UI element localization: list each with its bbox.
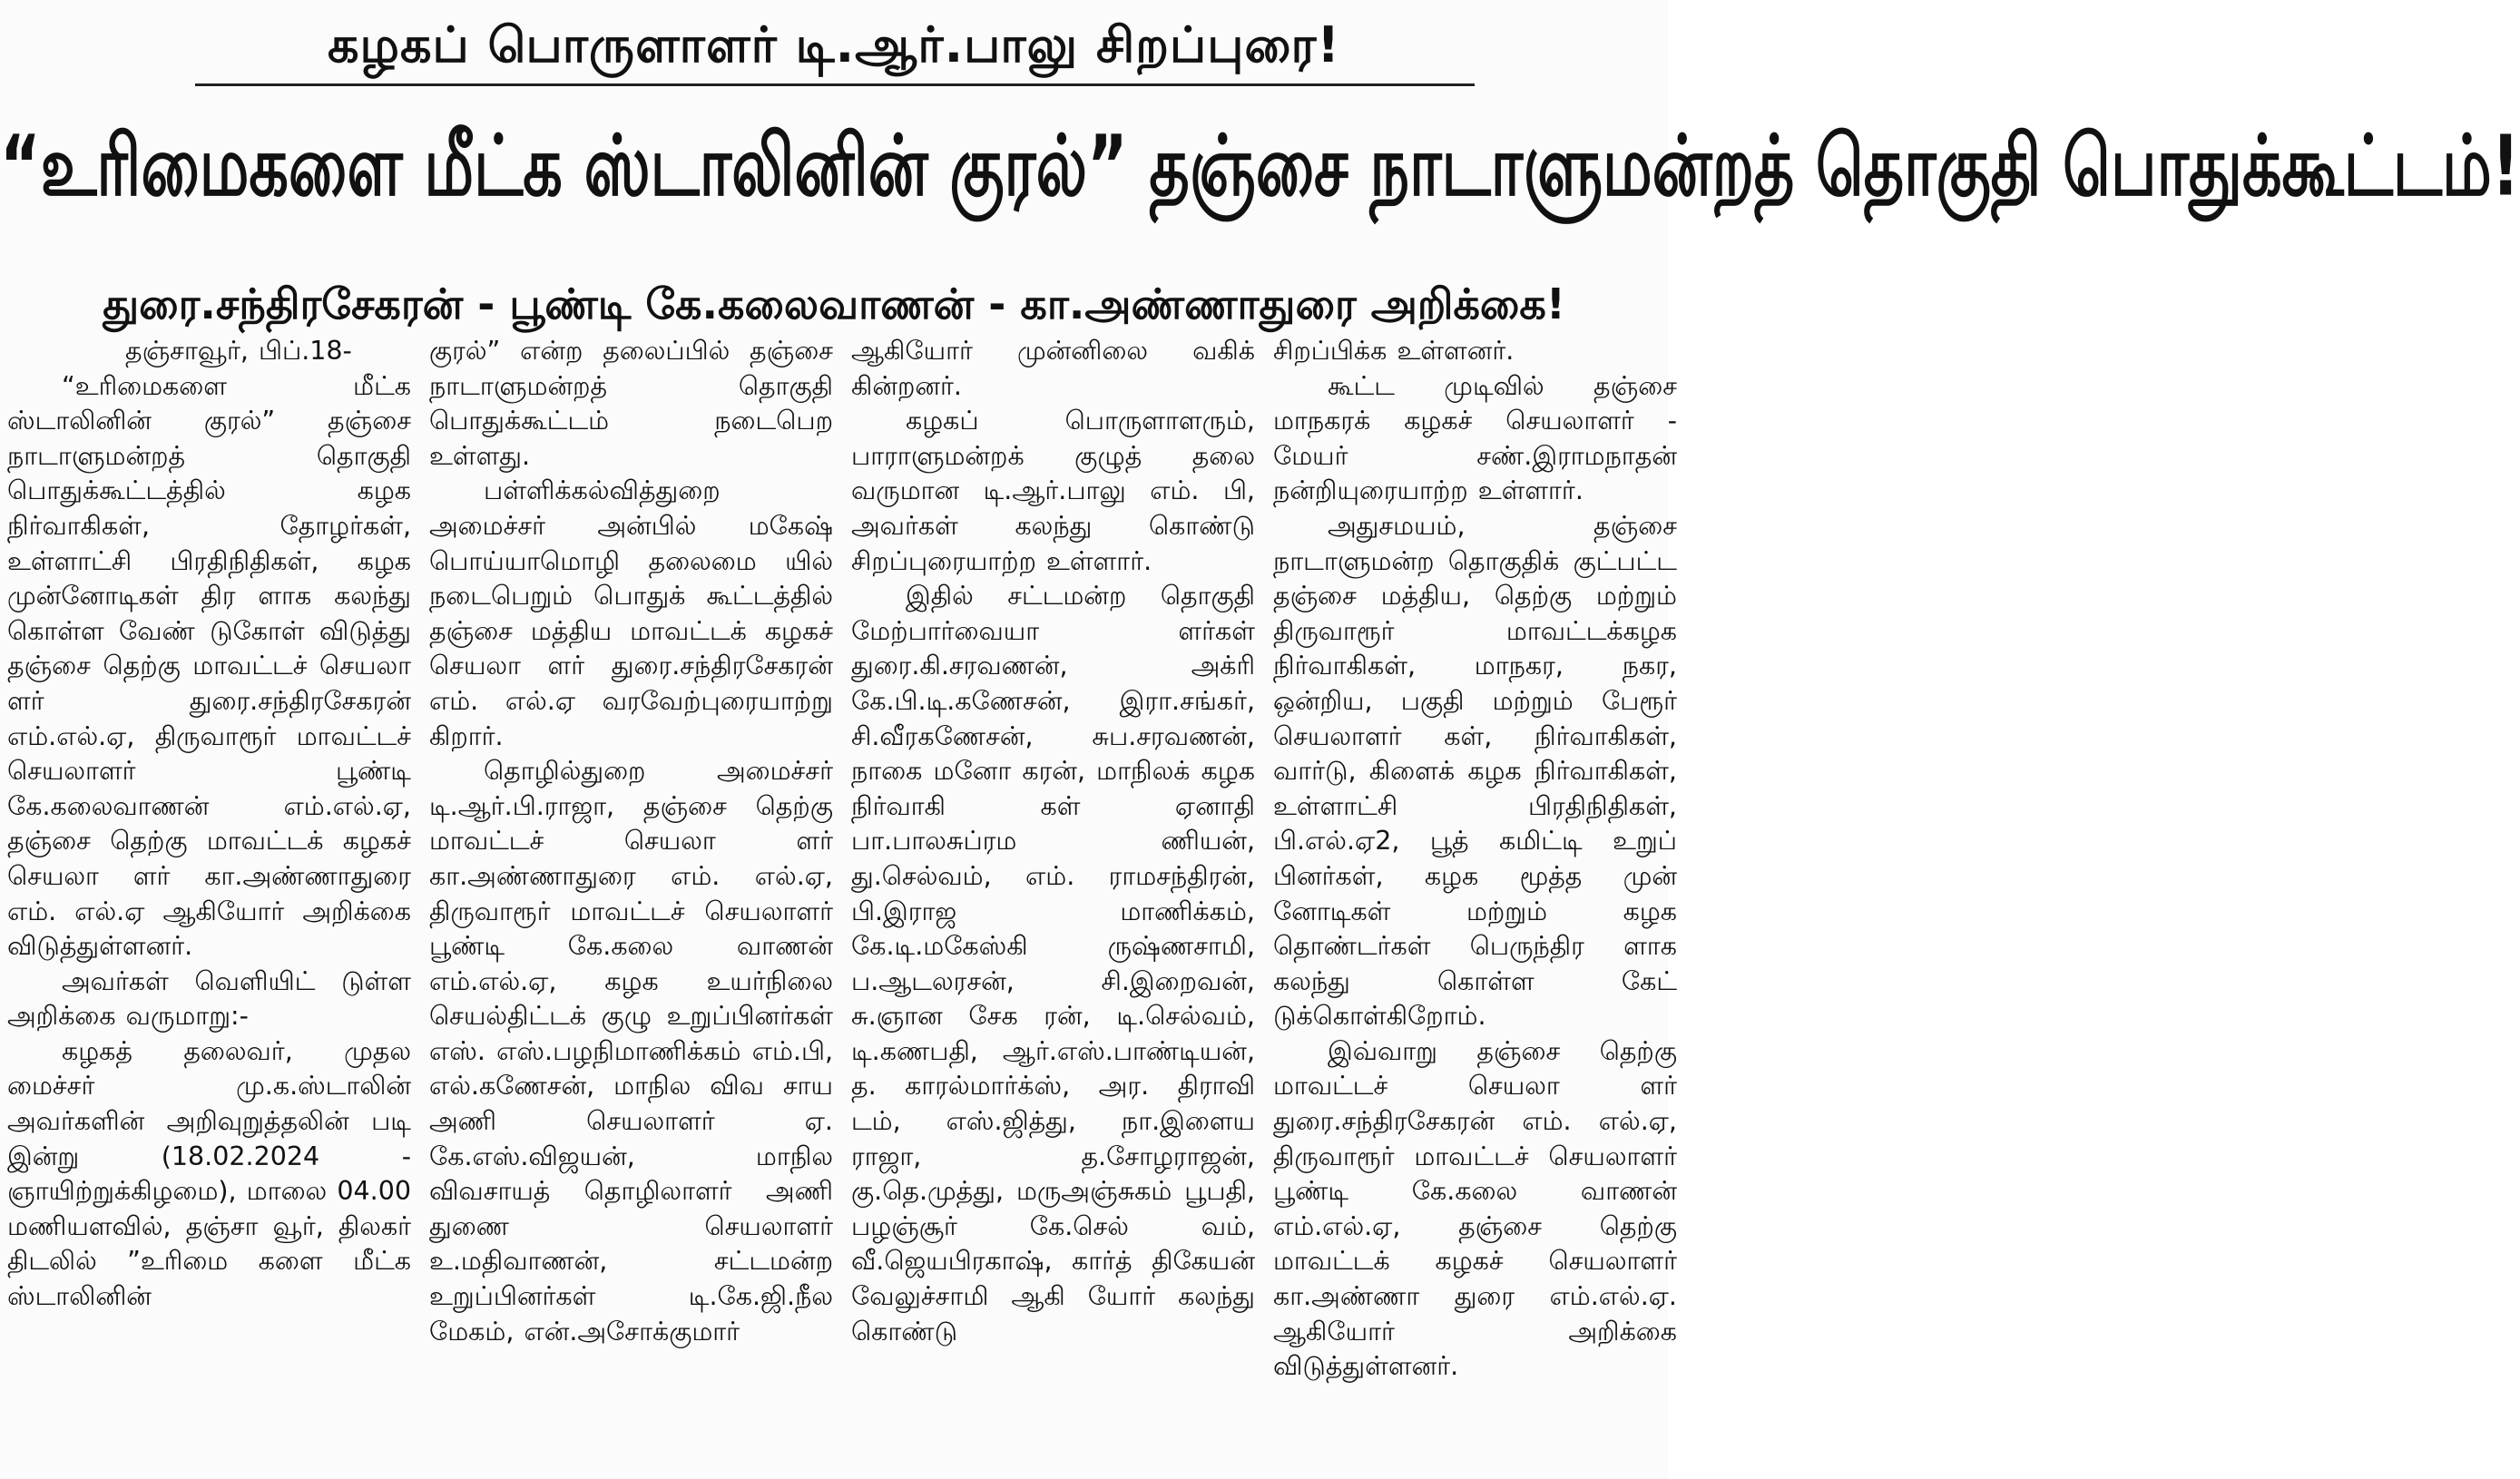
paragraph: கூட்ட முடிவில் தஞ்சை மாநகரக் கழகச் செயலாளர் - மேயர் சண்.இராமநாதன் நன்றியுரையாற்ற உள்ளார். xyxy=(1273,370,1677,506)
paragraph: இவ்வாறு தஞ்சை தெற்கு மாவட்டச் செயலா ளர் துரை.சந்திரசேகரன் எம். எல்.ஏ, திருவாரூர் மாவட்டச் செயலாளர் பூண்டி கே.கலை வாணன் எம்.எல்.ஏ, தஞ்சை தெற்கு மாவட்டக் கழகச் செயலாளர் கா.அண்ணா துரை எம்.எல்.ஏ. ஆகியோர் அறிக்கை விடுத்துள்ளனர். xyxy=(1273,1035,1677,1382)
paragraph: குரல்” என்ற தலைப்பில் தஞ்சை நாடாளுமன்றத் தொகுதி பொதுக்கூட்டம் நடைபெற உள்ளது. xyxy=(429,336,833,471)
column-3 xyxy=(851,334,1255,1468)
paragraph: அதுசமயம், தஞ்சை நாடாளுமன்ற தொகுதிக் குட்பட்ட தஞ்சை மத்திய, தெற்கு மற்றும் திருவாரூர் மாவட்டக்கழக நிர்வாகிகள், மாநகர, நகர, ஒன்றிய, பகுதி மற்றும் பேரூர் செயலாளர் கள், நிர்வாகிகள், வார்டு, கிளைக் கழக நிர்வாகிகள், உள்ளாட்சி பிரதிநிதிகள், பி.எல்.ஏ2, பூத் கமிட்டி உறுப் பினர்கள், கழக மூத்த முன் னோடிகள் மற்றும் கழக தொண்டர்கள் பெருந்திர ளாக கலந்து கொள்ள கேட் டுக்கொள்கிறோம். xyxy=(1273,510,1677,1032)
paragraph: சிறப்பிக்க உள்ளனர். xyxy=(1273,336,1515,366)
paragraph: கழகப் பொருளாளரும், பாராளுமன்றக் குழுத் தலை வருமான டி.ஆர்.பாலு எம். பி, அவர்கள் கலந்து கொண்டு சிறப்புரையாற்ற உள்ளார். xyxy=(851,406,1255,576)
column-4 xyxy=(1273,334,1677,1468)
column-1 xyxy=(7,334,411,1468)
paragraph: பள்ளிக்கல்வித்துறை அமைச்சர் அன்பில் மகேஷ் பொய்யாமொழி தலைமை யில் நடைபெறும் பொதுக் கூட்டத்தில் தஞ்சை மத்திய மாவட்டக் கழகச் செயலா ளர் துரை.சந்திரசேகரன் எம். எல்.ஏ வரவேற்புரையாற்று கிறார். xyxy=(429,475,833,751)
column-2 xyxy=(429,334,833,1468)
kicker-headline: கழகப் பொருளாளர் டி.ஆர்.பாலு சிறப்புரை! xyxy=(327,16,1341,73)
paragraph: அவர்கள் வெளியிட் டுள்ள அறிக்கை வருமாறு:- xyxy=(7,965,411,1032)
main-headline: “உரிமைகளை மீட்க ஸ்டாலினின் குரல்” தஞ்சை நாடாளுமன்றத் தொகுதி பொதுக்கூட்டம்! xyxy=(0,119,2520,216)
sub-headline: துரை.சந்திரசேகரன் - பூண்டி கே.கலைவாணன் - கா.அண்ணாதுரை அறிக்கை! xyxy=(103,279,1565,328)
paragraph: தொழில்துறை அமைச்சர் டி.ஆர்.பி.ராஜா, தஞ்சை தெற்கு மாவட்டச் செயலா ளர் கா.அண்ணாதுரை எம். எல்.ஏ, திருவாரூர் மாவட்டச் செயலாளர் பூண்டி கே.கலை வாணன் எம்.எல்.ஏ, கழக உயர்நிலை செயல்திட்டக் குழு உறுப்பினர்கள் எஸ். எஸ்.பழநிமாணிக்கம் எம்.பி, எல்.கணேசன், மாநில விவ சாய அணி செயலாளர் ஏ. கே.எஸ்.விஜயன், மாநில விவசாயத் தொழிலாளர் அணி துணை செயலாளர் உ.மதிவாணன், சட்டமன்ற உறுப்பினர்கள் டி.கே.ஜி.நீல மேகம், என்.அசோக்குமார் xyxy=(429,756,833,1347)
paragraph: இதில் சட்டமன்ற தொகுதி மேற்பார்வையா ளர்கள் துரை.கி.சரவணன், அக்ரி கே.பி.டி.கணேசன், இரா.சங்கர், சி.வீரகணேசன், சுப.சரவணன், நாகை மனோ கரன், மாநிலக் கழக நிர்வாகி கள் ஏனாதி பா.பாலசுப்ரம ணியன், து.செல்வம், எம். ராமசந்திரன், பி.இராஜ மாணிக்கம், கே.டி.மகேஸ்கி ருஷ்ணசாமி, ப.ஆடலரசன், சி.இறைவன், சு.ஞான சேக ரன், டி.செல்வம், டி.கணபதி, ஆர்.எஸ்.பாண்டியன், த. காரல்மார்க்ஸ், அர. திராவி டம், எஸ்.ஜித்து, நா.இளைய ராஜா, த.சோழராஜன், கு.தெ.முத்து, மருஅஞ்சுகம் பூபதி, பழஞ்சூர் கே.செல் வம், வீ.ஜெயபிரகாஷ், கார்த் திகேயன் வேலுச்சாமி ஆகி யோர் கலந்து கொண்டு xyxy=(851,581,1255,1347)
article-body xyxy=(7,334,1677,1468)
paragraph: ஆகியோர் முன்னிலை வகிக் கின்றனர். xyxy=(851,336,1255,401)
paragraph: “உரிமைகளை மீட்க ஸ்டாலினின் குரல்” தஞ்சை நாடாளுமன்றத் தொகுதி பொதுக்கூட்டத்தில் கழக நிர்வாகிகள், தோழர்கள், உள்ளாட்சி பிரதிநிதிகள், கழக முன்னோடிகள் திர ளாக கலந்து கொள்ள வேண் டுகோள் விடுத்து தஞ்சை தெற்கு மாவட்டச் செயலா ளர் துரை.சந்திரசேகரன் எம்.எல்.ஏ, திருவாரூர் மாவட்டச் செயலாளர் பூண்டி கே.கலைவாணன் எம்.எல்.ஏ, தஞ்சை தெற்கு மாவட்டக் கழகச் செயலா ளர் கா.அண்ணாதுரை எம். எல்.ஏ ஆகியோர் அறிக்கை விடுத்துள்ளனர். xyxy=(7,370,411,962)
paragraph: கழகத் தலைவர், முதல மைச்சர் மு.க.ஸ்டாலின் அவர்களின் அறிவுறுத்தலின் படி இன்று (18.02.2024 - ஞாயிற்றுக்கிழமை), மாலை 04.00 மணியளவில், தஞ்சா வூர், திலகர் திடலில் ”உரிமை களை மீட்க ஸ்டாலினின் xyxy=(7,1035,411,1312)
dateline: தஞ்சாவூர், பிப்.18- xyxy=(125,336,352,366)
